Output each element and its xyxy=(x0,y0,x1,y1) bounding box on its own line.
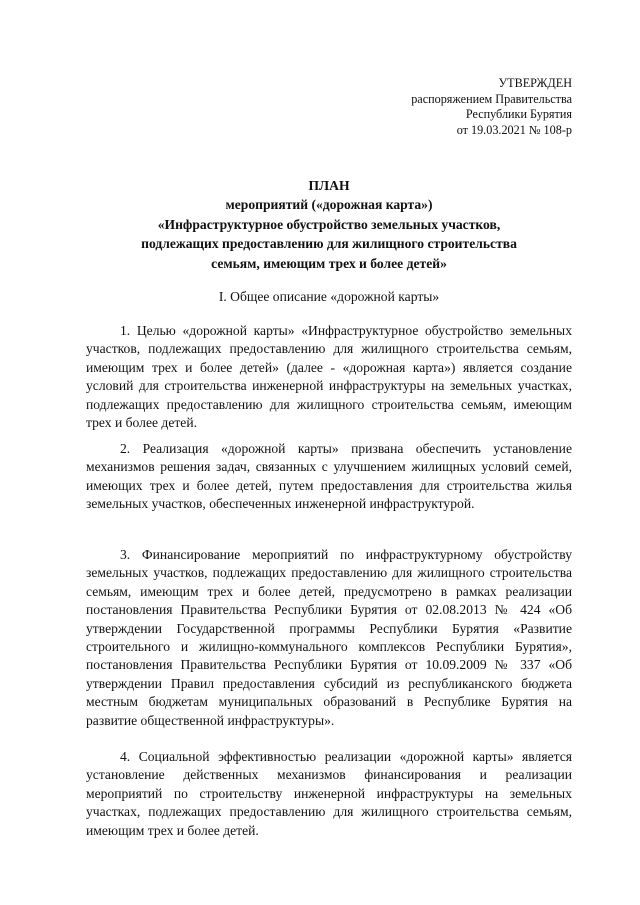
approval-line-1: УТВЕРЖДЕН xyxy=(498,76,572,90)
paragraph-4: 4. Социальной эффективностью реализации «дорожной карты» является установление действенных механизмов финансирования и реализации мероприятий по строительству инженерной инфраструктуры на земельных участках, подлежащих предоставлению для жилищного строительства семьям, имеющим трех и более детей. xyxy=(86,749,572,838)
title-line-3: «Инфраструктурное обустройство земельных участков, xyxy=(157,216,501,232)
document-title xyxy=(86,176,572,273)
paragraph-3: 3. Финансирование мероприятий по инфраструктурному обустройству земельных участков, подлежащих предоставлению для жилищного строительства семьям, имеющим трех и более детей, предусмотрено в рамках реализации постановления Правительства Республики Бурятия от 02.08.2013 № 424 «Об утверждении Государственной программы Республики Бурятия «Развитие строительного и жилищно-коммунального комплексов Республики Бурятия», постановления Правительства Республики Бурятия от 10.09.2009 № 337 «Об утверждении Правил предоставления субсидий из республиканского бюджета местным бюджетам муниципальных образований в Республике Бурятия на развитие общественной инфраструктуры». xyxy=(86,547,572,728)
approval-line-3: Республики Бурятия xyxy=(465,107,572,121)
title-line-5: семьям, имеющим трех и более детей» xyxy=(211,255,447,271)
section-heading: I. Общее описание «дорожной карты» xyxy=(218,289,440,304)
title-line-4: подлежащих предоставлению для жилищного строительства xyxy=(141,236,517,252)
paragraph-1: 1. Целью «дорожной карты» «Инфраструктурное обустройство земельных участков, подлежащих предоставлению для жилищного строительства семьям, имеющим трех и более детей» (далее - «дорожная карта») является создание условий для строительства инженерной инфраструктуры на земельных участках, подлежащих предоставлению для жилищного строительства семьям, имеющим трех и более детей. xyxy=(86,323,572,431)
title-line-2: мероприятий («дорожная карта») xyxy=(225,197,433,213)
paragraph-2: 2. Реализация «дорожной карты» призвана обеспечить установление механизмов решения задач, связанных с улучшением жилищных условий семей, имеющих трех и более детей, путем предоставления для строительства жилья земельных участков, обеспеченных инженерной инфраструктурой. xyxy=(86,441,572,512)
title-line-1: ПЛАН xyxy=(308,178,350,193)
approval-line-4: от 19.03.2021 № 108-р xyxy=(456,122,572,137)
approval-stamp xyxy=(411,76,572,138)
approval-line-2: распоряжением Правительства xyxy=(411,91,572,106)
